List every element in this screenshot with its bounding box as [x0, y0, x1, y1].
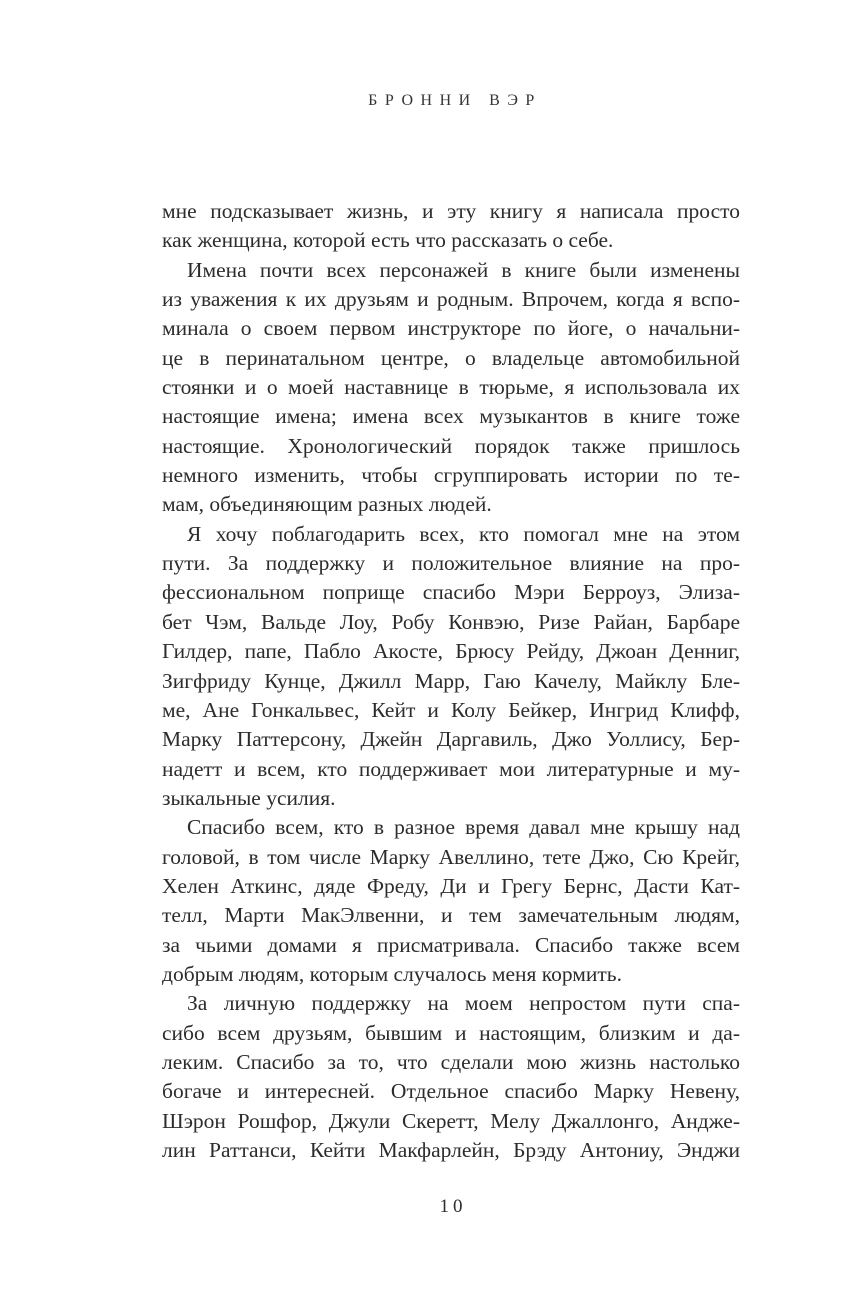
text-line: телл, Марти МакЭлвенни, и тем замечательным людям,	[162, 903, 740, 928]
paragraph-thanks-professional	[162, 520, 740, 813]
text-line: лин Раттанси, Кейти Макфарлейн, Брэду Антониу, Энджи	[162, 1138, 740, 1162]
text-line: стоянки и о моей наставнице в тюрьме, я использовала их	[162, 375, 740, 400]
text-line: зыкальные усилия.	[162, 785, 336, 810]
text-line: настоящие. Хронологический порядок также пришлось	[162, 433, 740, 458]
text-line: добрым людям, которым случалось меня кормить.	[162, 961, 622, 986]
text-line: це в перинатальном центре, о владельце автомобильной	[162, 345, 740, 370]
paragraph-thanks-personal	[162, 989, 740, 1165]
text-line: фессиональном поприще спасибо Мэри Берроуз, Элиза-	[162, 580, 740, 605]
running-header-author: БРОННИ ВЭР	[368, 92, 542, 109]
text-line: Я хочу поблагодарить всех, кто помогал мне на этом	[187, 521, 740, 546]
text-line: ме, Ане Гонкальвес, Кейт и Колу Бейкер, Ингрид Клифф,	[162, 697, 740, 722]
paragraph-thanks-shelter	[162, 813, 740, 989]
text-line: из уважения к их друзьям и родным. Впрочем, когда я вспо-	[162, 287, 740, 312]
text-line: за чьими домами я присматривала. Спасибо также всем	[162, 932, 740, 957]
text-line: Зигфриду Кунце, Джилл Марр, Гаю Качелу, Майклу Бле-	[162, 668, 740, 693]
text-line: сибо всем друзьям, бывшим и настоящим, близким и да-	[162, 1020, 740, 1045]
text-line: минала о своем первом инструкторе по йоге, о начальни-	[162, 316, 740, 341]
text-line: надетт и всем, кто поддерживает мои литературные и му-	[162, 756, 740, 781]
text-line: Марку Паттерсону, Джейн Даргавиль, Джо Уоллису, Бер-	[162, 727, 740, 752]
text-line: головой, в том числе Марку Авеллино, тете Джо, Сю Крейг,	[162, 844, 740, 869]
text-line: Гилдер, папе, Пабло Акосте, Брюсу Рейду, Джоан Денниг,	[162, 639, 740, 664]
text-line: пути. За поддержку и положительное влияние на про-	[162, 551, 740, 576]
text-line: бет Чэм, Вальде Лоу, Робу Конвэю, Ризе Райан, Барбаре	[162, 609, 740, 634]
text-line: Хелен Аткинс, дяде Фреду, Ди и Грегу Бернс, Дасти Кат-	[162, 873, 740, 898]
text-line: как женщина, которой есть что рассказать о себе.	[162, 228, 614, 253]
body-text	[162, 197, 740, 1165]
paragraph-continuation	[162, 197, 740, 256]
page-number: 10	[439, 1196, 467, 1217]
text-line: немного изменить, чтобы сгруппировать истории по те-	[162, 463, 740, 488]
text-line: мне подсказывает жизнь, и эту книгу я написала просто	[162, 199, 740, 223]
paragraph-names-changed	[162, 256, 740, 520]
text-line: настоящие имена; имена всех музыкантов в книге тоже	[162, 404, 740, 429]
text-line: мам, объединяющим разных людей.	[162, 492, 492, 517]
text-line: Спасибо всем, кто в разное время давал мне крышу над	[187, 815, 740, 840]
text-line: За личную поддержку на моем непростом пути спа-	[187, 991, 740, 1016]
text-line: Имена почти всех персонажей в книге были изменены	[187, 257, 740, 282]
text-line: богаче и интересней. Отдельное спасибо Марку Невену,	[162, 1079, 740, 1104]
text-line: Шэрон Рошфор, Джули Скеретт, Мелу Джаллонго, Андже-	[162, 1108, 740, 1133]
text-line: леким. Спасибо за то, что сделали мою жизнь настолько	[162, 1049, 740, 1074]
